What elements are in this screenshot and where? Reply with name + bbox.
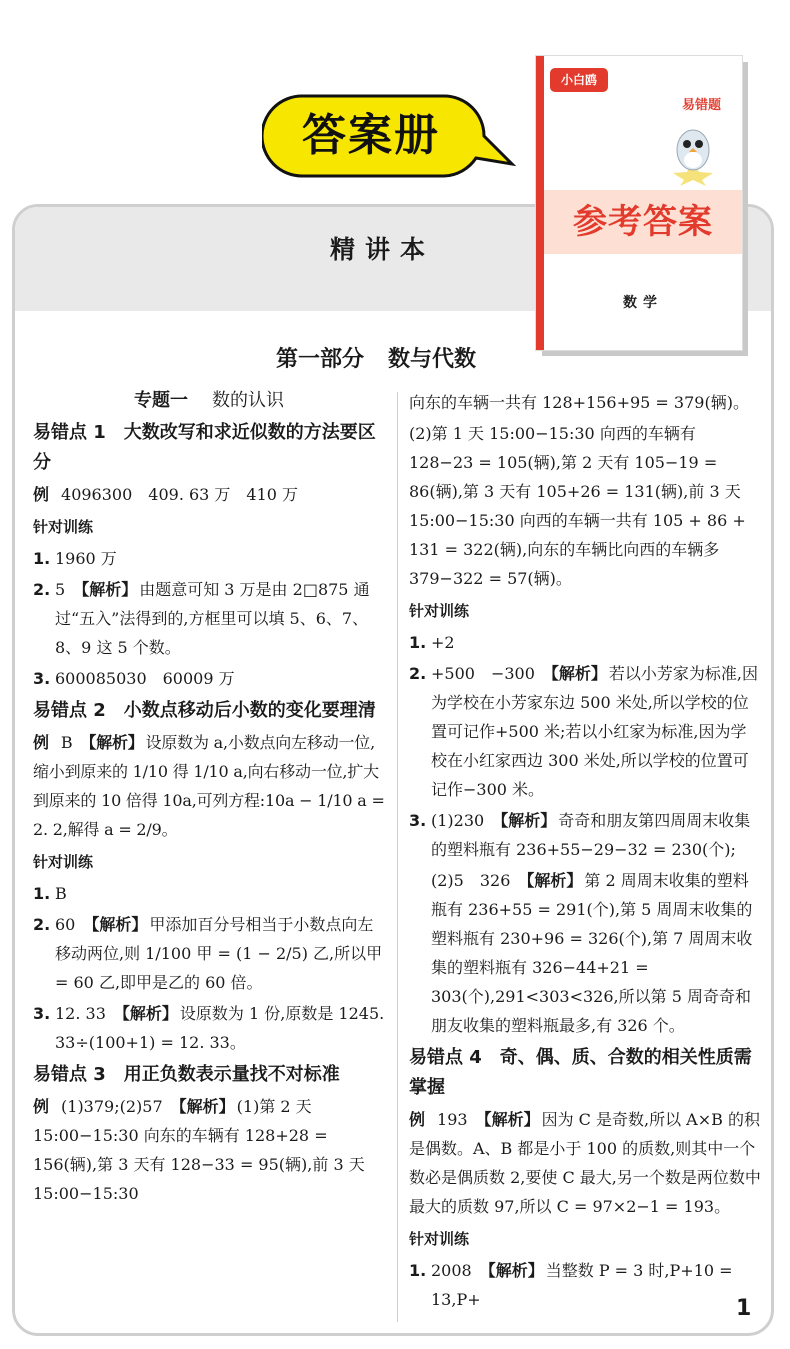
item-text: 甲添加百分号相当于小数点向左移动两位,则 1/100 甲 = (1 − 2/5) 乙,所以甲 = 60 乙,即甲是乙的 60 倍。 — [55, 915, 383, 992]
item-number: 3. — [33, 1004, 51, 1023]
item-text: 第 2 周周末收集的塑料瓶有 236+55 = 291(个),第 5 周周末收集的塑料瓶有 230+96 = 326(个),第 7 周周末收集的塑料瓶有 326−44+21 = 303(个),291<303<326,所以第 5 周奇奇和朋友收集的塑料瓶最多,有 326 个。 — [431, 871, 753, 1035]
item-answer: 5 — [55, 580, 66, 599]
item-number: 2. — [33, 915, 51, 934]
book-logo: 小白鸥 — [550, 68, 608, 92]
topic-name: 数的认识 — [212, 390, 284, 411]
error-point-heading: 易错点 3 用正负数表示量找不对标准 — [33, 1064, 340, 1085]
item-number: 1. — [409, 633, 427, 652]
analysis-label: 【解析】 — [83, 915, 148, 934]
training-heading: 针对训练 — [33, 518, 94, 536]
error-point-heading: 易错点 2 小数点移动后小数的变化要理清 — [33, 700, 376, 721]
item-number: 1. — [409, 1261, 427, 1280]
analysis-label: 【解析】 — [542, 664, 607, 683]
list-item — [33, 910, 385, 997]
example-label: 例 — [409, 1110, 426, 1129]
error-point-heading: 易错点 1 大数改写和求近似数的方法要区分 — [33, 422, 376, 473]
book-tag: 易错题 — [682, 98, 722, 113]
list-item — [33, 999, 385, 1057]
training-heading: 针对训练 — [409, 1230, 470, 1248]
list-item — [409, 628, 761, 657]
list-item — [409, 1256, 761, 1314]
example — [409, 1105, 761, 1221]
item-text: 当整数 P = 3 时,P+10 = 13,P+ — [431, 1261, 733, 1309]
example-answer: (1)379;(2)57 — [61, 1097, 163, 1116]
list-item — [33, 544, 385, 573]
item-number: 3. — [33, 669, 51, 688]
item-text: 设原数为 1 份,原数是 1245. 33÷(100+1) = 12. 33。 — [55, 1004, 385, 1052]
analysis-label: 【解析】 — [518, 871, 583, 890]
item-text: 奇奇和朋友第四周周末收集的塑料瓶有 236+55−29−32 = 230(个); — [431, 811, 751, 859]
topic-number: 专题一 — [134, 390, 188, 411]
analysis-label: 【解析】 — [80, 733, 144, 752]
item-answer: 2008 — [431, 1261, 472, 1280]
example — [33, 728, 385, 844]
item-text: 600085030 60009 万 — [55, 669, 235, 688]
item-answer: +500 −300 — [431, 664, 535, 683]
book-cover — [536, 56, 742, 350]
book-cover-image — [536, 56, 748, 356]
list-item — [33, 879, 385, 908]
example — [33, 1092, 385, 1208]
topic-title — [33, 386, 385, 415]
list-item — [409, 659, 761, 804]
example-answer: B — [60, 733, 73, 752]
part-title — [276, 342, 476, 373]
item-answer: 12. 33 — [55, 1004, 106, 1023]
right-column — [409, 386, 761, 1316]
example-label: 例 — [33, 733, 49, 752]
analysis-label: 【解析】 — [479, 1261, 544, 1280]
training-heading: 针对训练 — [409, 602, 470, 620]
example — [33, 480, 385, 509]
training-heading: 针对训练 — [33, 853, 94, 871]
section-title: 精讲本 — [330, 235, 436, 264]
item-number: 2. — [33, 580, 51, 599]
left-column — [33, 386, 385, 1210]
part-number: 第一部分 — [276, 346, 365, 372]
banner-title: 答案册 — [302, 110, 440, 161]
continued-text: (2)第 1 天 15:00−15:30 向西的车辆有 128−23 = 105(辆),第 2 天有 105−19 = 86(辆),第 3 天有 105+26 = 131(辆),前 3 天 15:00−15:30 向西的车辆一共有 105 + 86 + 131 = 322(辆),向东的车辆比向西的车辆多 379−322 = 57(辆)。 — [409, 424, 746, 588]
book-answer-title: 参考答案 — [573, 202, 713, 242]
answer-booklet-banner — [262, 94, 516, 178]
list-item — [33, 575, 385, 662]
error-point-heading: 易错点 4 奇、偶、质、合数的相关性质需掌握 — [409, 1047, 752, 1098]
list-item-continued — [409, 866, 761, 1040]
item-answer: (1)230 — [431, 811, 485, 830]
continued-text: 向东的车辆一共有 128+156+95 = 379(辆)。 — [409, 393, 749, 412]
analysis-label: 【解析】 — [113, 1004, 178, 1023]
analysis-label: 【解析】 — [492, 811, 557, 830]
analysis-label: 【解析】 — [475, 1110, 540, 1129]
list-item — [33, 664, 385, 693]
example-label: 例 — [33, 1097, 50, 1116]
book-subject: 数学 — [623, 295, 663, 311]
example-answer: 193 — [437, 1110, 468, 1129]
item-number: 3. — [409, 811, 427, 830]
item-text: 由题意可知 3 万是由 2□875 通过“五入”法得到的,方框里可以填 5、6、7、8、9 这 5 个数。 — [55, 580, 370, 657]
item-text: 若以小芳家为标准,因为学校在小芳家东边 500 米处,所以学校的位置可记作+500 米;若以小红家为标准,因为学校在小红家西边 300 米处,所以学校的位置可记作−300 米。 — [431, 664, 759, 799]
item-text: 1960 万 — [55, 549, 117, 568]
analysis-label: 【解析】 — [170, 1097, 235, 1116]
example-text: 4096300 409. 63 万 410 万 — [61, 485, 299, 504]
example-text: (1)第 2 天 15:00−15:30 向东的车辆有 128+28 = 156(辆),第 3 天有 128−33 = 95(辆),前 3 天 15:00−15:30 — [33, 1097, 365, 1203]
item-answer: (2)5 326 — [431, 871, 511, 890]
item-answer: 60 — [55, 915, 76, 934]
book-spine — [536, 56, 544, 350]
part-name: 数与代数 — [388, 346, 477, 372]
bird-mascot-icon — [658, 120, 728, 186]
example-text: 因为 C 是奇数,所以 A×B 的积是偶数。A、B 都是小于 100 的质数,则其中一个数必是偶质数 2,要使 C 最大,另一个数是两位数中最大的质数 97,所以 C = 97×2−1 = 193。 — [409, 1110, 761, 1216]
example-text: 设原数为 a,小数点向左移动一位,缩小到原来的 1/10 得 1/10 a,向右移动一位,扩大到原来的 10 倍得 10a,可列方程:10a − 1/10 a = 2. 2,解得 a = 2/9。 — [33, 733, 385, 839]
item-text: B — [55, 884, 67, 903]
item-number: 1. — [33, 884, 51, 903]
list-item — [409, 806, 761, 864]
analysis-label: 【解析】 — [73, 580, 138, 599]
item-text: +2 — [431, 633, 455, 652]
page-number: 1 — [736, 1296, 752, 1321]
item-number: 2. — [409, 664, 427, 683]
example-label: 例 — [33, 485, 50, 504]
column-divider — [397, 392, 398, 1322]
item-number: 1. — [33, 549, 51, 568]
